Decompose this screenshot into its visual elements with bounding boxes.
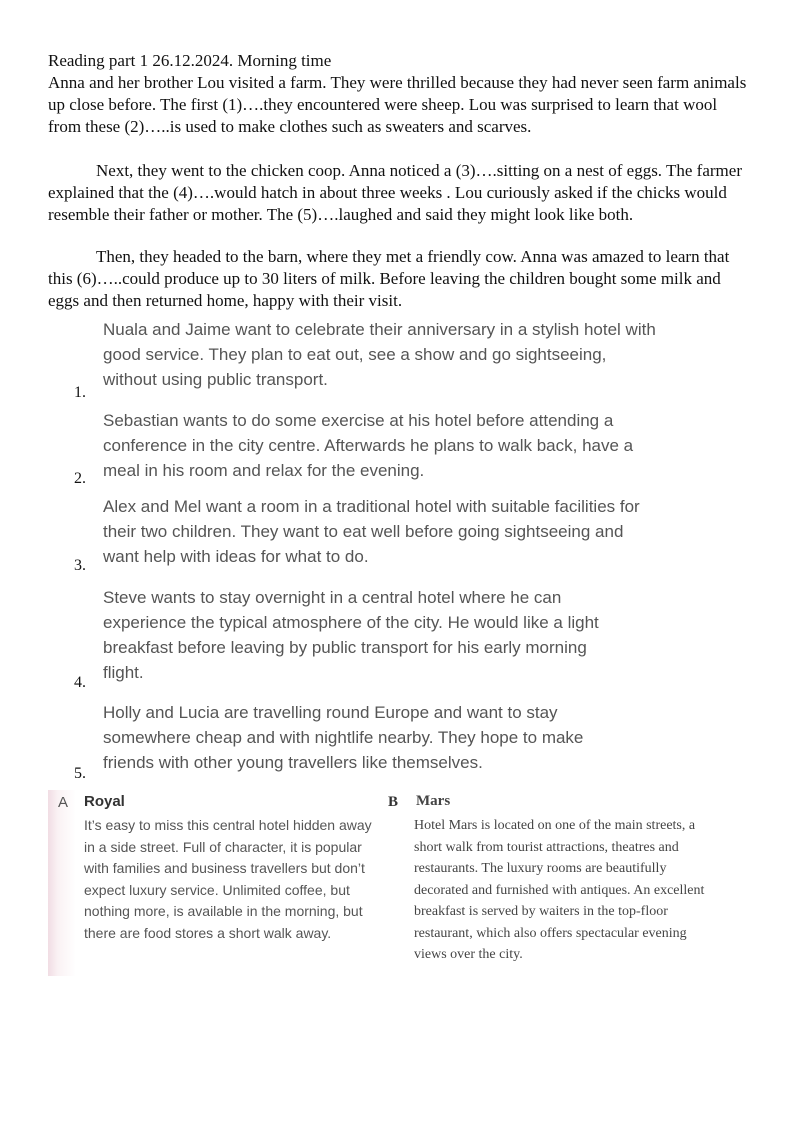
hotel-letter: B: [388, 794, 399, 810]
item-number-5: 5.: [74, 765, 86, 782]
page-title: Reading part 1 26.12.2024. Morning time: [48, 51, 332, 70]
person-description-5: Holly and Lucia are travelling round Europe and want to stay somewhere cheap and with nightlife nearby. They hope to make friends with other young travellers like themselves.: [103, 703, 584, 772]
item-number-2: 2.: [74, 470, 86, 487]
story-paragraph-2: Next, they went to the chicken coop. Anna noticed a (3)….sitting on a nest of eggs. The farmer explained that the (4)….would hatch in about three weeks . Lou curiously asked if the chicks would resemble their father or mother. The (5)….laughed and said they might look like both.: [48, 161, 742, 224]
person-description-3: Alex and Mel want a room in a traditional hotel with suitable facilities for their two children. They want to eat well before going sightseeing and want help with ideas for what to do.: [103, 497, 640, 566]
item-number-3: 3.: [74, 557, 86, 574]
hotel-card-mars: [384, 790, 714, 976]
person-description-1: Nuala and Jaime want to celebrate their anniversary in a stylish hotel with good service. They plan to eat out, see a show and go sightseeing, without using public transport.: [103, 320, 656, 389]
hotel-name: Royal: [84, 793, 125, 810]
hotel-description: It’s easy to miss this central hotel hidden away in a side street. Full of character, it is popular with families and business travellers but don’t expect luxury service. Unlimited coffee, but nothing more, is available in the morning, but there are food stores a short walk away.: [84, 817, 372, 941]
hotel-description: Hotel Mars is located on one of the main streets, a short walk from tourist attractions, theatres and restaurants. The luxury rooms are beautifully decorated and furnished with antiques. An excellent breakfast is served by waiters in the top-floor restaurant, which also offers spectacular evening views over the city.: [414, 818, 705, 962]
item-number-4: 4.: [74, 674, 86, 691]
hotel-letter: A: [58, 794, 69, 811]
person-description-2: Sebastian wants to do some exercise at his hotel before attending a conference in the city centre. Afterwards he plans to walk back, have a meal in his room and relax for the evening.: [103, 411, 634, 480]
person-description-4: Steve wants to stay overnight in a central hotel where he can experience the typical atmosphere of the city. He would like a light breakfast before leaving by public transport for his early morning flight.: [103, 588, 599, 682]
item-number-1: 1.: [74, 384, 86, 401]
story-paragraph-3: Then, they headed to the barn, where they met a friendly cow. Anna was amazed to learn that this (6)…..could produce up to 30 liters of milk. Before leaving the children bought some milk and eggs and then returned home, happy with their visit.: [48, 247, 730, 310]
story-paragraph-1: Anna and her brother Lou visited a farm. They were thrilled because they had never seen farm animals up close before. The first (1)….they encountered were sheep. Lou was surprised to learn that wool from these (2)…..is used to make clothes such as sweaters and scarves.: [48, 73, 747, 136]
hotel-name: Mars: [416, 793, 451, 809]
hotel-card-royal: [48, 790, 378, 976]
